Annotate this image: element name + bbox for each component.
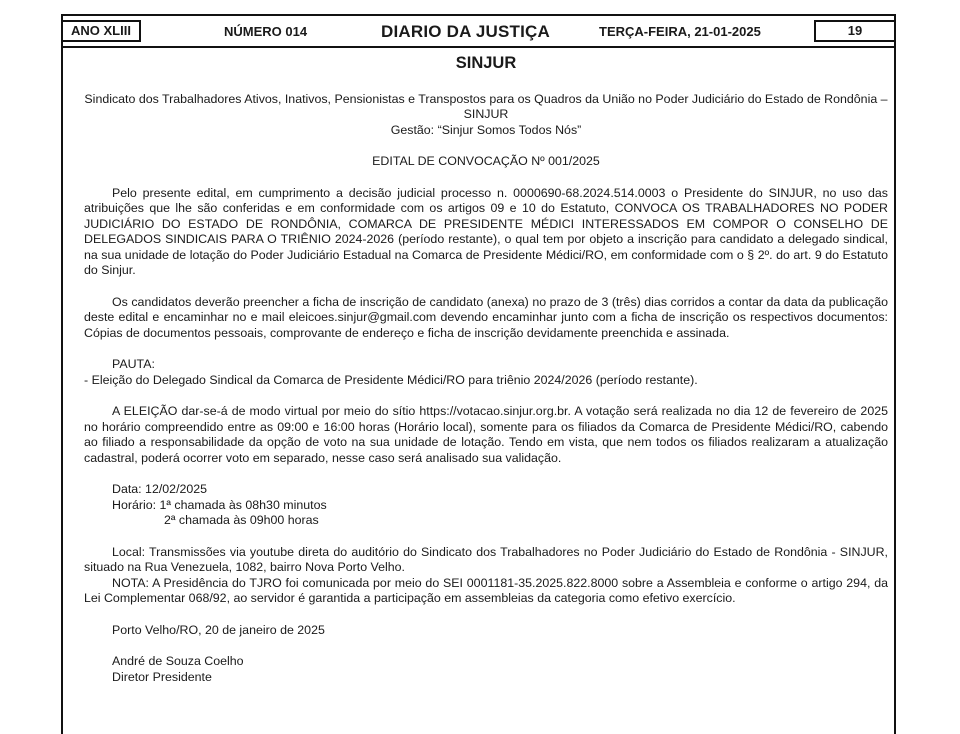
date-line: Data: 12/02/2025 (112, 482, 208, 496)
org-gestao: Gestão: “Sinjur Somos Todos Nós” (390, 122, 582, 137)
section-title: SINJUR (455, 54, 517, 72)
place-date: Porto Velho/RO, 20 de janeiro de 2025 (112, 622, 325, 637)
journal-title: DIARIO DA JUSTIÇA (381, 22, 551, 41)
document-body (84, 56, 888, 685)
paragraph-location: Local: Transmissões via youtube direta do auditório do Sindicato dos Trabalhadores no Poder Judiciário do Estado de Rondônia - SINJUR, situado na Rua Venezuela, 1082, bairro Nova Porto Velho. (84, 544, 888, 574)
page-number: 19 (814, 20, 896, 42)
edital-title: EDITAL DE CONVOCAÇÃO Nº 001/2025 (372, 154, 600, 168)
schedule-line-2: 2ª chamada às 09h00 horas (164, 513, 319, 527)
schedule-line-1: Horário: 1ª chamada às 08h30 minutos (112, 497, 327, 512)
paragraph-note: NOTA: A Presidência do TJRO foi comunicada por meio do SEI 0001181-35.2025.822.8000 sobre a Assembleia e conforme o artigo 294, da Lei Complementar 068/92, ao servidor é garantida a participação em assembleias da categoria como efetivo exercício. (84, 575, 888, 605)
year-box: ANO XLIII (61, 20, 141, 42)
pauta-item: - Eleição do Delegado Sindical da Comarca de Presidente Médici/RO para triênio 2024/2026 (período restante). (84, 372, 698, 387)
signer-role: Diretor Presidente (112, 669, 212, 684)
org-name: Sindicato dos Trabalhadores Ativos, Inativos, Pensionistas e Transpostos para os Quadros da União no Poder Judiciário do Estado de Rondônia – SINJUR (84, 91, 888, 121)
issue-date: TERÇA-FEIRA, 21-01-2025 (599, 24, 761, 39)
issue-number: NÚMERO 014 (224, 24, 308, 39)
masthead (61, 14, 896, 48)
paragraph-candidates: Os candidatos deverão preencher a ficha de inscrição de candidato (anexa) no prazo de 3 (três) dias corridos a contar da data da publicação deste edital e encaminhar no e mail eleicoes.sinjur@gmail.com devendo encaminhar junto com a ficha de inscrição os respectivos documentos: Cópias de documentos pessoais, comprovante de endereço e ficha de inscrição devidamente preenchida e assinada. (84, 294, 888, 340)
pauta-label: PAUTA: (112, 357, 155, 371)
paragraph-election: A ELEIÇÃO dar-se-á de modo virtual por meio do sítio https://votacao.sinjur.org.br. A votação será realizada no dia 12 de fevereiro de 2025 no horário compreendido entre as 09:00 e 16:00 horas (Horário local), somente para os filiados da Comarca de Presidente Médici/RO, cabendo ao filiado a responsabilidade da opção de voto na sua unidade de lotação. Tendo em vista, que nem todos os filiados realizaram a atualização cadastral, poderá ocorrer voto em separado, nesse caso será analisado sua validação. (84, 404, 888, 465)
paragraph-convocation: Pelo presente edital, em cumprimento a decisão judicial processo n. 0000690-68.2024.514.0003 o Presidente do SINJUR, no uso das atribuições que lhe são conferidas e em conformidade com os artigos 09 e 10 do Estatuto, CONVOCA OS TRABALHADORES NO PODER JUDICIÁRIO DO ESTADO DE RONDÔNIA, COMARCA DE PRESIDENTE MÉDICI INTERESSADOS EM COMPOR O CONSELHO DE DELEGADOS SINDICAIS PARA O TRIÊNIO 2024-2026 (período restante), o qual tem por objeto a inscrição para candidato a delegado sindical, na sua unidade de lotação do Poder Judiciário Estadual na Comarca de Presidente Médici/RO, em conformidade com o § 2º. do art. 9 do Estatuto do Sinjur. (84, 185, 888, 277)
signer-name: André de Souza Coelho (112, 654, 244, 668)
